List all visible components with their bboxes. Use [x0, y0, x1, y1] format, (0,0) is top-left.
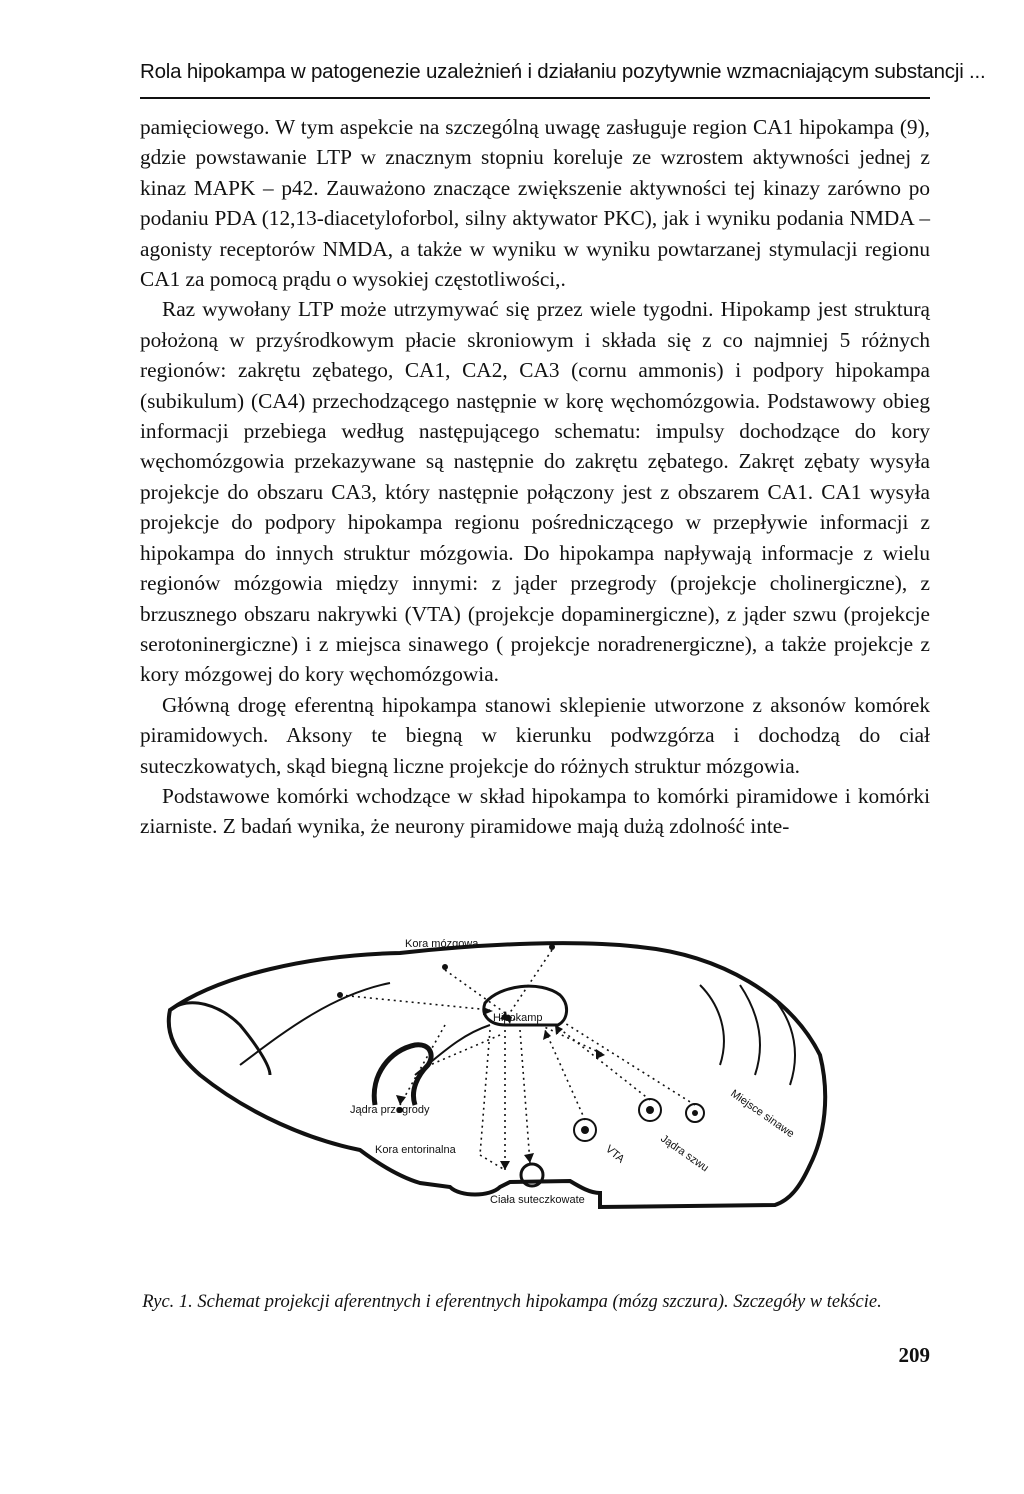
paragraph-1: pamięciowego. W tym aspekcie na szczególną uwagę zasługuje region CA1 hipokampa (9), gdzie powstawanie LTP w znacznym stopniu koreluje ze wzrostem aktywności jednej z kinaz MAPK – p42. Zauważono znaczące zwiększenie aktywności tej kinazy zarówno po podaniu PDA (12,13-diacetyloforbol, silny aktywator PKC), jak i wyniku podania NMDA – agonisty receptorów NMDA, a także w wyniku w wyniku powtarzanej stymulacji regionu CA1 za pomocą prądu o wysokiej częstotliwości,.	[140, 115, 930, 292]
cerebellum-fold	[700, 985, 724, 1065]
header-rule	[140, 97, 930, 99]
paragraph-2: Raz wywołany LTP może utrzymywać się przez wiele tygodni. Hipokamp jest strukturą położoną w przyśrodkowym płacie skroniowym i składa się z co najmniej 5 różnych regionów: zakrętu zębatego, CA1, CA2, CA3 (cornu ammonis) i podpory hipokampa (subikulum) (CA4) przechodzącego następnie w korę węchomózgowia. Podstawowy obieg informacji przebiega według następującego schematu: impulsy dochodzące do kory węchomózgowia przekazywane są następnie do zakrętu zębatego. Zakręt zębaty wysyła projekcje do obszaru CA3, który następnie połączony jest z obszarem CA1. CA1 wysyła projekcje do podpory hipokampa regionu pośredniczącego w przepływie informacji z hipokampa do innych struktur mózgowia. Do hipokampa napływają informacje z wielu regionów mózgowia między innymi: z jąder przegrody (projekcje cholinergiczne), z brzusznego obszaru nakrywki (VTA) (projekcje dopaminergiczne), z jąder szwu (projekcje serotoninergiczne) i z miejsca sinawego ( projekcje noradrenergiczne), a także projekcje z kory mózgowej do kory węchomózgowia.	[140, 297, 930, 687]
rat-brain-projection-diagram	[160, 925, 840, 1225]
cerebellum-fold	[740, 985, 760, 1075]
figure-caption: Ryc. 1. Schemat projekcji aferentnych i eferentnych hipokampa (mózg szczura). Szczegóły w tekście.	[142, 1292, 882, 1312]
label-ciala-suteczkowate: Ciała suteczkowate	[490, 1194, 585, 1206]
brain-outline	[169, 943, 825, 1207]
projection-lines	[340, 950, 695, 1170]
paragraph-4: Podstawowe komórki wchodzące w skład hipokampa to komórki piramidowe i komórki ziarniste. Z badań wynika, że neurony piramidowe mają dużą zdolność inte-	[140, 783, 930, 839]
label-hipokamp: Hipokamp	[493, 1012, 543, 1024]
page-number: 209	[898, 1343, 930, 1367]
diagram-svg	[160, 925, 840, 1225]
label-kora-mozgowa: Kora mózgowa	[405, 938, 479, 950]
label-kora-entorinalna: Kora entorinalna	[375, 1144, 456, 1156]
label-jadra-przegrody: Jądra przegrody	[350, 1104, 430, 1116]
running-header: Rola hipokampa w patogenezie uzależnień i działaniu pozytywnie wzmacniającym substancji ...	[140, 60, 986, 83]
label-jadra-szwu: Jądra szwu	[658, 1132, 711, 1175]
label-vta: VTA	[603, 1143, 627, 1166]
septal-shape	[374, 1045, 431, 1105]
label-miejsce-sinawe: Miejsce sinawe	[728, 1087, 797, 1141]
paragraph-3: Główną drogę eferentną hipokampa stanowi sklepienie utworzone z aksonów komórek piramidowych. Aksony te biegną w kierunku podwzgórza i dochodzą do ciał suteczkowatych, skąd biegną liczne projekcje do różnych struktur mózgowia.	[140, 692, 930, 778]
body-text	[140, 112, 930, 842]
olfactory-bulb	[170, 1003, 270, 1075]
cortex-line	[240, 983, 390, 1065]
